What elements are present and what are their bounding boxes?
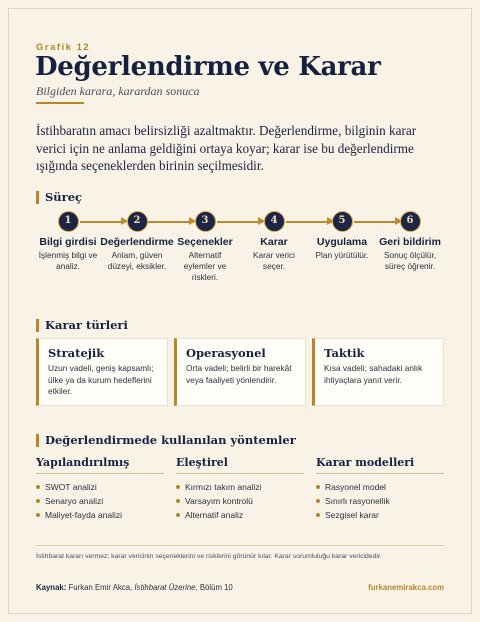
section-title: Süreç bbox=[45, 190, 83, 204]
section-title: Değerlendirmede kullanılan yöntemler bbox=[45, 433, 296, 447]
figure-label: Grafik 12 bbox=[36, 42, 91, 53]
footer-divider bbox=[36, 545, 444, 546]
step-number: 4 bbox=[264, 211, 285, 232]
process-step bbox=[304, 211, 380, 261]
bullet-icon bbox=[176, 485, 180, 489]
list-item: Alternatif analiz bbox=[176, 508, 304, 522]
process-step bbox=[372, 211, 448, 272]
step-number: 6 bbox=[400, 211, 421, 232]
step-number: 2 bbox=[127, 211, 148, 232]
step-description: Alternatif eylemler ve riskleri. bbox=[183, 250, 227, 282]
step-number: 5 bbox=[332, 211, 353, 232]
decision-type-cards bbox=[36, 338, 444, 406]
process-steps bbox=[34, 211, 446, 291]
bullet-icon bbox=[36, 499, 40, 503]
card-description: Kısa vadeli; sahadaki anlık ihtiyaçlara yanıt verir. bbox=[324, 363, 423, 385]
list-item: SWOT analizi bbox=[36, 480, 164, 494]
list-item: Senaryo analizi bbox=[36, 494, 164, 508]
step-description: Sonuç ölçülür, süreç öğrenir. bbox=[383, 250, 437, 271]
method-column-structured bbox=[36, 456, 164, 522]
list-item: Sezgisel karar bbox=[316, 508, 444, 522]
list-item: Maliyet-fayda analizi bbox=[36, 508, 164, 522]
card-title: Operasyonel bbox=[186, 346, 266, 360]
section-heading-decision-types bbox=[36, 318, 128, 332]
step-number: 3 bbox=[195, 211, 216, 232]
step-description: İşlenmiş bilgi ve analiz. bbox=[38, 250, 98, 271]
card-strategic bbox=[36, 338, 168, 406]
step-description: Karar verici seçer. bbox=[253, 250, 295, 271]
bullet-icon bbox=[176, 499, 180, 503]
card-description: Uzun vadeli, geniş kapsamlı; ülke ya da kurum hedeflerini etkiler. bbox=[48, 363, 154, 396]
bullet-icon bbox=[36, 513, 40, 517]
source-author: Furkan Emir Akca, bbox=[68, 583, 133, 592]
card-title: Taktik bbox=[324, 346, 365, 360]
step-name: Uygulama bbox=[316, 236, 368, 248]
section-marker bbox=[36, 191, 39, 204]
section-heading-methods bbox=[36, 433, 296, 447]
list-item: Rasyonel model bbox=[316, 480, 444, 494]
card-tactical bbox=[312, 338, 444, 406]
source-label: Kaynak: bbox=[36, 583, 67, 592]
website-link[interactable]: furkanemirakca.com bbox=[368, 583, 444, 592]
bullet-icon bbox=[316, 513, 320, 517]
process-step bbox=[236, 211, 312, 272]
footnote: İstihbarat kararı vermez; karar vericinin seçeneklerini ve risklerini görünür kılar. Karar sorumluluğu karar vericidedir. bbox=[36, 553, 382, 560]
section-marker bbox=[36, 319, 39, 332]
card-description: Orta vadeli; belirli bir harekât veya faaliyeti yönlendirir. bbox=[186, 363, 292, 385]
step-name: Bilgi girdisi bbox=[39, 236, 97, 248]
bullet-icon bbox=[316, 499, 320, 503]
section-heading-process bbox=[36, 190, 82, 204]
process-step bbox=[99, 211, 175, 272]
process-step bbox=[30, 211, 106, 272]
source-chapter: , Bölüm 10 bbox=[195, 583, 233, 592]
step-name: Geri bildirim bbox=[379, 236, 441, 248]
column-title: Yapılandırılmış bbox=[36, 456, 164, 474]
method-column-decision-models bbox=[316, 456, 444, 522]
page-title: Değerlendirme ve Karar bbox=[35, 52, 381, 82]
step-number: 1 bbox=[58, 211, 79, 232]
title-underline bbox=[36, 102, 84, 104]
bullet-icon bbox=[316, 485, 320, 489]
list-item: Varsayım kontrolü bbox=[176, 494, 304, 508]
list-item: Sınırlı rasyonellik bbox=[316, 494, 444, 508]
card-operational bbox=[174, 338, 306, 406]
page-subtitle: Bilgiden karara, karardan sonuca bbox=[36, 84, 200, 98]
column-title: Eleştirel bbox=[176, 456, 304, 474]
step-name: Değerlendirme bbox=[100, 236, 174, 248]
column-title: Karar modelleri bbox=[316, 456, 444, 474]
card-title: Stratejik bbox=[48, 346, 105, 360]
section-title: Karar türleri bbox=[45, 318, 128, 332]
bullet-icon bbox=[36, 485, 40, 489]
source-book: İstihbarat Üzerine bbox=[134, 583, 196, 592]
step-name: Karar bbox=[260, 236, 288, 248]
intro-paragraph: İstihbaratın amacı belirsizliği azaltmaktır. Değerlendirme, bilginin karar verici için ne anlama geldiğini ortaya koyar; karar ise bu değerlendirme ışığında seçeneklerden birinin seçilmesidir. bbox=[36, 123, 417, 173]
step-description: Plan yürütülür. bbox=[315, 250, 369, 260]
bullet-icon bbox=[176, 513, 180, 517]
source-citation bbox=[36, 583, 233, 592]
step-name: Seçenekler bbox=[177, 236, 233, 248]
process-step bbox=[167, 211, 243, 283]
method-column-critical bbox=[176, 456, 304, 522]
section-marker bbox=[36, 434, 39, 447]
list-item: Kırmızı takım analizi bbox=[176, 480, 304, 494]
step-description: Anlam, güven düzeyi, eksikler. bbox=[107, 250, 167, 271]
